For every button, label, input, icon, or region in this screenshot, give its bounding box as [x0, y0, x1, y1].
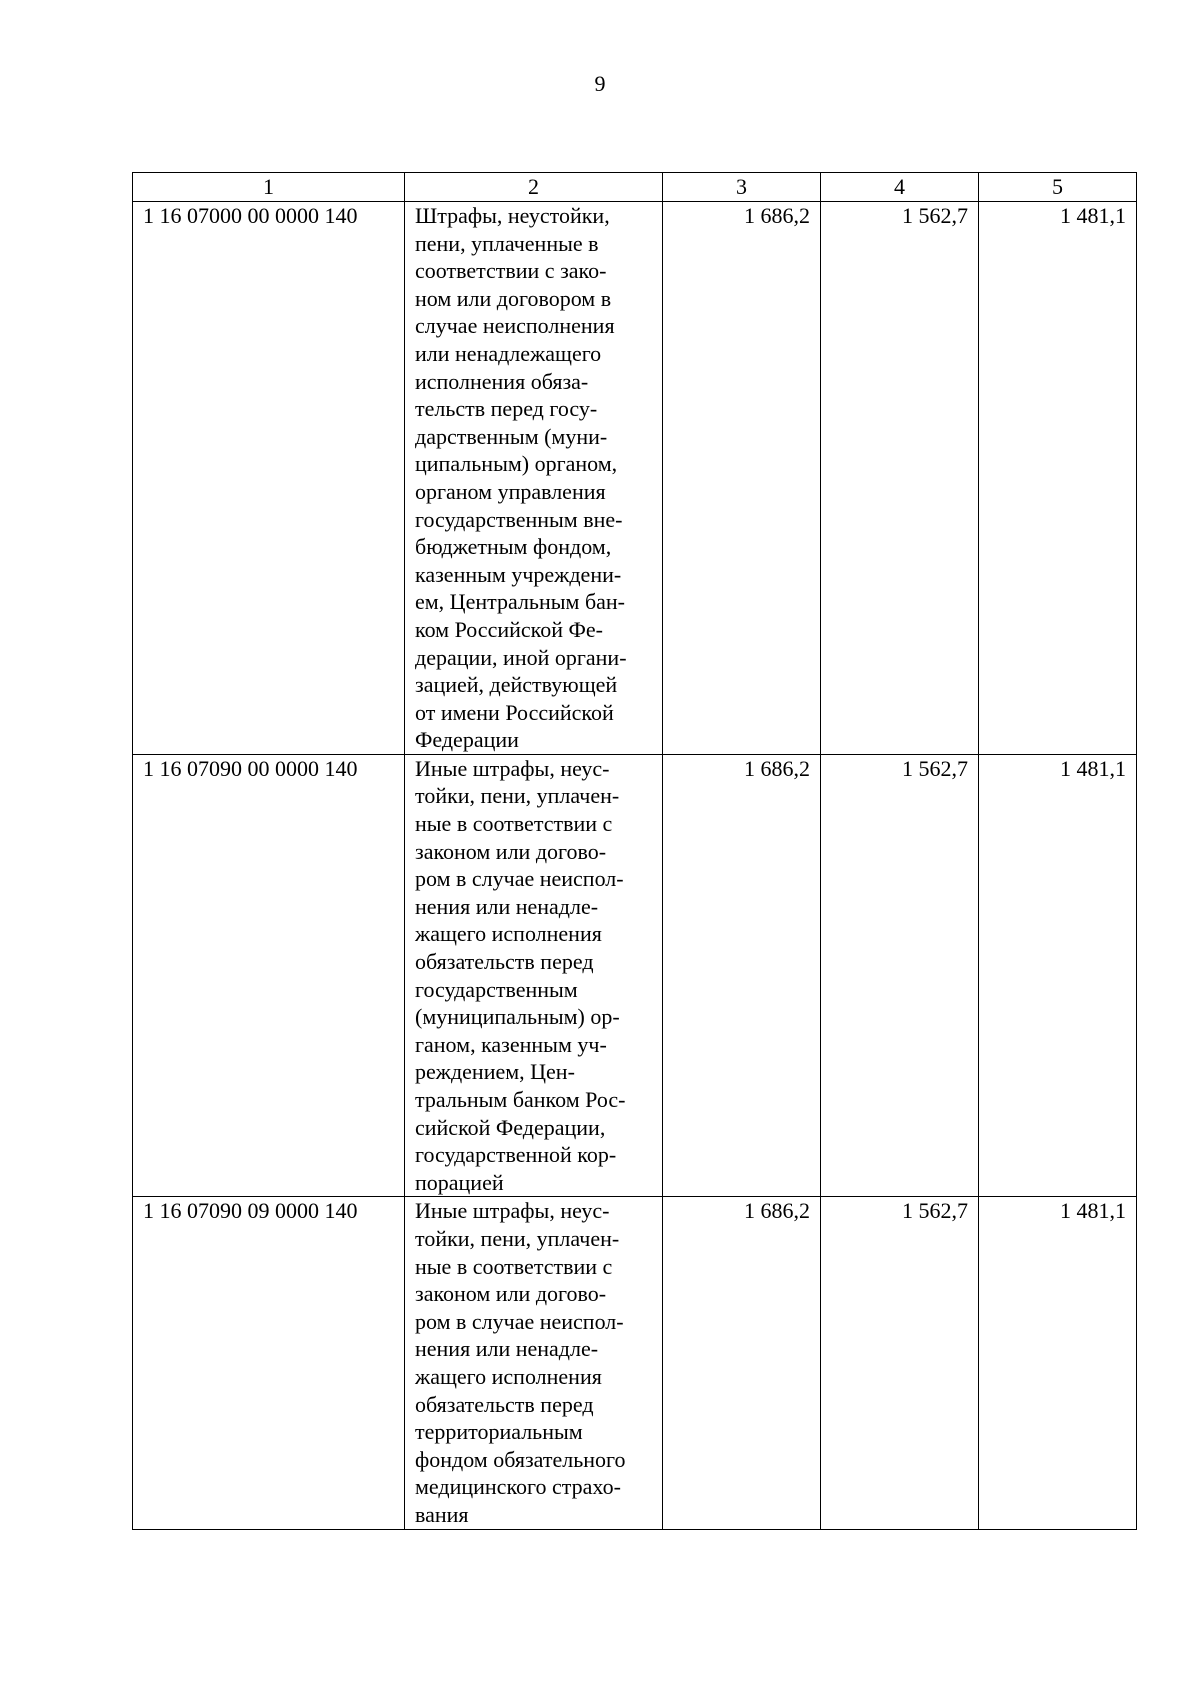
column-header-2: 2 [405, 173, 663, 202]
revenue-name-line: Иные штрафы, неус- [415, 1198, 610, 1224]
revenue-name-line: дерации, иной органи- [415, 644, 627, 670]
revenue-name-line: ром в случае неиспол- [415, 866, 624, 892]
revenue-name-line: законом или догово- [415, 1281, 607, 1307]
revenue-code: 1 16 07090 09 0000 140 [133, 1197, 405, 1529]
revenue-name-line: зацией, действующей [415, 672, 618, 698]
revenue-name-line: бюджетным фондом, [415, 534, 612, 560]
page-number: 9 [594, 71, 606, 96]
revenue-name-line: государственной кор- [415, 1142, 617, 1168]
revenue-name-line: ные в соответствии с [415, 1253, 613, 1279]
revenue-name-line: тойки, пени, уплачен- [415, 783, 620, 809]
revenue-name-line: фондом обязательного [415, 1446, 626, 1472]
revenue-name-line: порацией [415, 1169, 504, 1195]
revenue-name-line: ем, Центральным бан- [415, 589, 625, 615]
revenue-name-line: случае неисполнения [415, 313, 615, 339]
amount-3: 1 686,2 [663, 202, 821, 755]
revenue-name-line: нения или ненадле- [415, 893, 599, 919]
revenue-name-line: казенным учреждени- [415, 561, 622, 587]
revenue-name [405, 1197, 663, 1529]
revenue-name-line: от имени Российской [415, 699, 614, 725]
revenue-name-line: ганом, казенным уч- [415, 1031, 607, 1057]
column-header-3: 3 [663, 173, 821, 202]
revenue-name-line: ципальным) органом, [415, 451, 618, 477]
revenue-name [405, 754, 663, 1197]
revenue-name-line: законом или догово- [415, 838, 607, 864]
revenue-name-line: тельств перед госу- [415, 396, 598, 422]
amount-4: 1 562,7 [821, 1197, 979, 1529]
amount-3: 1 686,2 [663, 754, 821, 1197]
revenue-name-line: органом управления [415, 478, 606, 504]
header-row [133, 173, 1137, 202]
amount-5: 1 481,1 [979, 202, 1137, 755]
revenue-name-line: реждением, Цен- [415, 1059, 575, 1085]
revenue-name-line: медицинского страхо- [415, 1474, 621, 1500]
amount-3: 1 686,2 [663, 1197, 821, 1529]
revenue-name-line: дарственным (муни- [415, 423, 608, 449]
revenue-name-line: государственным [415, 976, 578, 1002]
revenue-name-line: Федерации [415, 727, 519, 753]
revenue-code: 1 16 07000 00 0000 140 [133, 202, 405, 755]
revenue-name-line: исполнения обяза- [415, 368, 589, 394]
revenue-name-line: Иные штрафы, неус- [415, 755, 610, 781]
revenue-name-line: пени, уплаченные в [415, 230, 599, 256]
revenue-name-line: тойки, пени, уплачен- [415, 1225, 620, 1251]
revenue-name-line: Штрафы, неустойки, [415, 203, 610, 228]
revenue-name-line: вания [415, 1501, 469, 1527]
revenue-name-line: (муниципальным) ор- [415, 1004, 620, 1030]
revenue-name-line: жащего исполнения [415, 1363, 602, 1389]
amount-4: 1 562,7 [821, 754, 979, 1197]
revenue-name [405, 202, 663, 755]
revenue-name-line: государственным вне- [415, 506, 623, 532]
revenue-code: 1 16 07090 00 0000 140 [133, 754, 405, 1197]
revenue-name-line: соответствии с зако- [415, 258, 607, 284]
column-header-1: 1 [133, 173, 405, 202]
revenue-name-line: тральным банком Рос- [415, 1087, 626, 1112]
revenue-name-line: обязательств перед [415, 1391, 594, 1417]
revenue-name-line: обязательств перед [415, 949, 594, 975]
revenue-name-line: нения или ненадле- [415, 1336, 599, 1362]
amount-4: 1 562,7 [821, 202, 979, 755]
amount-5: 1 481,1 [979, 1197, 1137, 1529]
revenue-name-line: или ненадлежащего [415, 340, 602, 366]
revenue-name-line: жащего исполнения [415, 921, 602, 947]
amount-5: 1 481,1 [979, 754, 1137, 1197]
revenue-name-line: ком Российской Фе- [415, 616, 603, 642]
column-header-5: 5 [979, 173, 1137, 202]
table-row [133, 202, 1137, 755]
revenue-name-line: ном или договором в [415, 285, 612, 311]
column-header-4: 4 [821, 173, 979, 202]
revenue-name-line: ные в соответствии с [415, 811, 613, 837]
revenue-name-line: ром в случае неиспол- [415, 1308, 624, 1334]
table-row [133, 754, 1137, 1197]
revenue-name-line: сийской Федерации, [415, 1114, 606, 1140]
revenue-name-line: территориальным [415, 1419, 583, 1445]
table-row [133, 1197, 1137, 1529]
table-body [133, 202, 1137, 1530]
budget-table [132, 172, 1137, 1530]
